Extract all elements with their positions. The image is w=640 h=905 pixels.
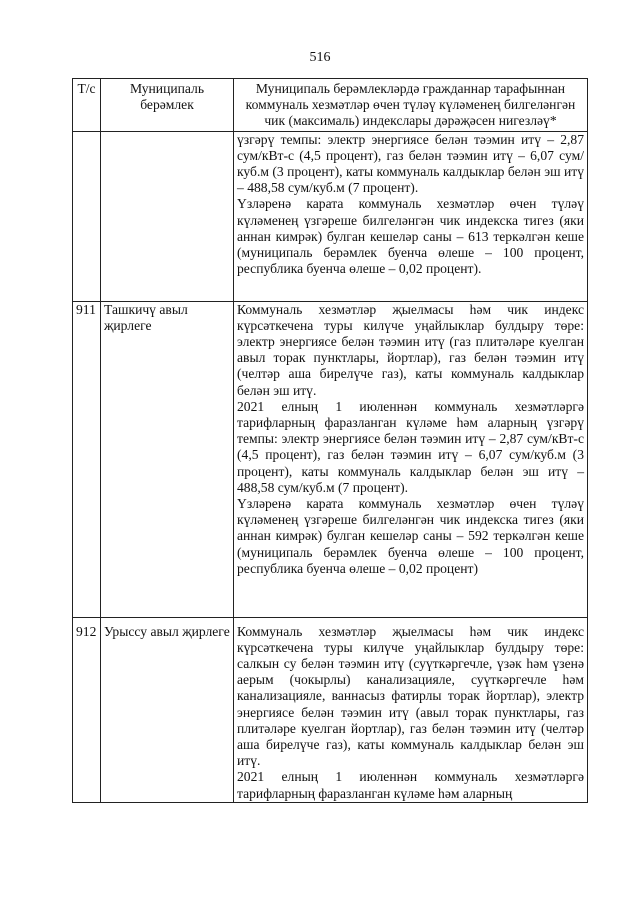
table-row [73,301,588,617]
municipality-name: Урыссу авыл җирлеге [104,623,230,639]
row-description [234,301,588,617]
header-row [73,79,588,132]
row-municipality [101,617,234,802]
row-paragraph: Коммуналь хезмәтләр җыелмасы һәм чик индекс күрсәткечена туры килүче уңайлыклар булдыру төре: салкын су белән тәэмин итү (суүткәргечле, үзәк һәм үзенә аерым (чокырлы) канализацияле, суүткәргечле һәм канализацияле, ваннасыз фатирлы торак йортлар), электр энергиясе белән тәэмин итү (авыл торак пунктлары, газ плитәләре куелган йортлар), газ белән тәэмин итү (челтәр аша бирелүче газ), каты коммуналь калдыклар белән эш итү. [237,623,584,769]
row-paragraph: 2021 елның 1 июленнән коммуналь хезмәтләргә тарифларның фаразланган күләме һәм аларның [237,769,584,801]
row-paragraph: үзгәрү темпы: электр энергиясе белән тәэмин итү – 2,87 сум/кВт-с (4,5 процент), газ белән тәэмин итү – 6,07 сум/куб.м (3 процент), каты коммуналь калдыклар белән эш итү – 488,58 сум/куб.м (7 процент). [237,131,584,196]
row-paragraph: Коммуналь хезмәтләр җыелмасы һәм чик индекс күрсәткечена туры килүче уңайлыклар булдыру төре: электр энергиясе белән тәэмин итү (газ плитәләре куелган авыл торак пунктлары, йортлар), газ белән тәэмин итү (челтәр аша бирелүче газ), каты коммуналь калдыклар белән эш итү. [237,301,584,398]
page-number: 516 [309,50,331,65]
row-description [234,617,588,802]
row-municipality [101,301,234,617]
header-municipality: Муниципаль берәмлек [101,79,234,132]
table-row [73,131,588,301]
header-num: Т/с [73,79,101,132]
table-row [73,617,588,802]
row-num: 912 [73,617,101,802]
row-paragraph: Үзләренә карата коммуналь хезмәтләр өчен түләү күләменең үзгәреше билгеләнгән чик индекска тигез (яки аннан кимрәк) булган кешеләр саны – 592 теркәлгән кеше (муниципаль берәмлек буенча өлеше – 100 процент, республика буенча өлеше – 0,02 процент) [237,496,584,576]
row-paragraph: Үзләренә карата коммуналь хезмәтләр өчен түләү күләменең үзгәреше билгеләнгән чик индекска тигез (яки аннан кимрәк) булган кешеләр саны – 613 теркәлгән кеше (муниципаль берәмлек буенча өлеше – 100 процент, республика буенча өлеше – 0,02 процент). [237,196,584,277]
municipality-name: Ташкичү авыл җирлеге [104,301,188,333]
row-num [73,131,101,301]
row-municipality [101,131,234,301]
tariff-table [72,78,588,803]
header-description: Муниципаль берәмлекләрдә гражданнар тарафыннан коммуналь хезмәтләр өчен түләү күләменең билгеләнгән чик (максималь) индекслары дәрәҗәсен нигезләү* [234,79,588,132]
row-description [234,131,588,301]
table-header [73,79,588,132]
row-paragraph: 2021 елның 1 июленнән коммуналь хезмәтләргә тарифларның фаразланган күләме һәм аларның үзгәрү темпы: электр энергиясе белән тәэмин итү – 2,87 сум/кВт-с (4,5 процент), газ белән тәэмин итү – 6,07 сум/куб.м (3 процент), каты коммуналь калдыклар белән эш итү – 488,58 сум/куб.м (7 процент). [237,398,584,495]
row-num: 911 [73,301,101,617]
